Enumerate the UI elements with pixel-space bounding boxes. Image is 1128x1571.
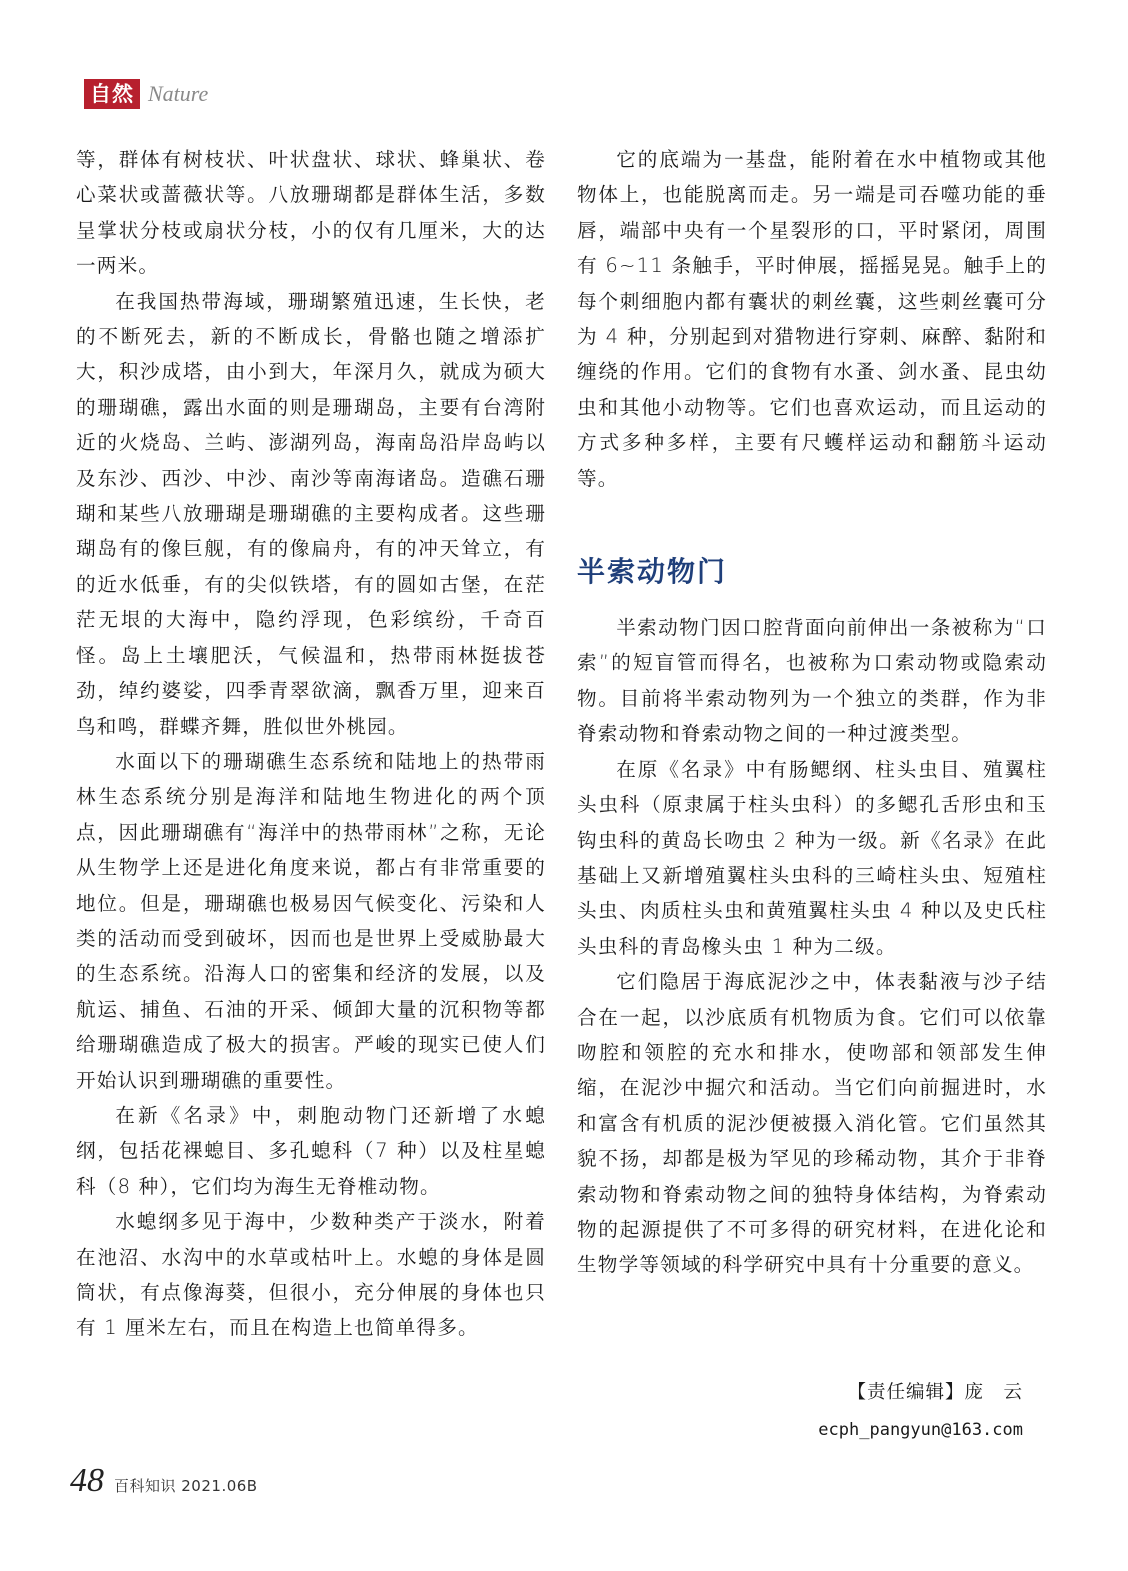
paragraph: 在原《名录》中有肠鳃纲、柱头虫目、殖翼柱头虫科（原隶属于柱头虫科）的多鳃孔舌形虫和玉钩虫科的黄岛长吻虫 2 种为一级。新《名录》在此基础上又新增殖翼柱头虫科的三崎柱头虫、短殖柱头虫、肉质柱头虫和黄殖翼柱头虫 4 种以及史氏柱头虫科的青岛橡头虫 1 种为二级。 bbox=[577, 757, 1047, 958]
right-column bbox=[577, 142, 1047, 1283]
left-column bbox=[76, 142, 546, 1346]
editor-email: ecph_pangyun@163.com bbox=[818, 1420, 1023, 1440]
paragraph: 等，群体有树枝状、叶状盘状、球状、蜂巢状、卷心菜状或蔷薇状等。八放珊瑚都是群体生活，多数呈掌状分枝或扇状分枝，小的仅有几厘米，大的达一两米。 bbox=[76, 148, 546, 278]
section-english-label: Nature bbox=[148, 81, 209, 106]
paragraph: 它们隐居于海底泥沙之中，体表黏液与沙子结合在一起，以沙底质有机物质为食。它们可以依靠吻腔和领腔的充水和排水，使吻部和领部发生伸缩，在泥沙中掘穴和活动。当它们向前掘进时，水和富含有机质的泥沙便被摄入消化管。它们虽然其貌不扬，却都是极为罕见的珍稀动物，其介于非脊索动物和脊索动物之间的独特身体结构，为脊索动物的起源提供了不可多得的研究材料，在进化论和生物学等领域的科学研究中具有十分重要的意义。 bbox=[577, 970, 1047, 1277]
paragraph: 它的底端为一基盘，能附着在水中植物或其他物体上，也能脱离而走。另一端是司吞噬功能的垂唇，端部中央有一个星裂形的口，平时紧闭，周围有 6~11 条触手，平时伸展，摇摇晃晃。触手上的每个刺细胞内都有囊状的刺丝囊，这些刺丝囊可分为 4 种，分别起到对猎物进行穿刺、麻醉、黏附和缠绕的作用。它们的食物有水蚤、剑水蚤、昆虫幼虫和其他小动物等。它们也喜欢运动，而且运动的方式多种多样，主要有尺蠖样运动和翻筋斗运动等。 bbox=[577, 148, 1047, 490]
page-footer bbox=[70, 1462, 258, 1500]
paragraph: 在新《名录》中，刺胞动物门还新增了水螅纲，包括花裸螅目、多孔螅科（7 种）以及柱星螅科（8 种），它们均为海生无脊椎动物。 bbox=[76, 1103, 546, 1198]
paragraph: 半索动物门因口腔背面向前伸出一条被称为“口索”的短盲管而得名，也被称为口索动物或隐索动物。目前将半索动物列为一个独立的类群，作为非脊索动物和脊索动物之间的一种过渡类型。 bbox=[577, 616, 1047, 746]
editor-credit: 【责任编辑】庞 云 bbox=[847, 1382, 1023, 1403]
paragraph: 水面以下的珊瑚礁生态系统和陆地上的热带雨林生态系统分别是海洋和陆地生物进化的两个顶点，因此珊瑚礁有“海洋中的热带雨林”之称，无论从生物学上还是进化角度来说，都占有非常重要的地位。但是，珊瑚礁也极易因气候变化、污染和人类的活动而受到破坏，因而也是世界上受威胁最大的生态系统。沿海人口的密集和经济的发展，以及航运、捕鱼、石油的开采、倾卸大量的沉积物等都给珊瑚礁造成了极大的损害。严峻的现实已使人们开始认识到珊瑚礁的重要性。 bbox=[76, 749, 546, 1092]
publication-info: 百科知识 2021.06B bbox=[114, 1477, 258, 1495]
section-header bbox=[84, 78, 208, 110]
paragraph: 在我国热带海域，珊瑚繁殖迅速，生长快，老的不断死去，新的不断成长，骨骼也随之增添扩大，积沙成塔，由小到大，年深月久，就成为硕大的珊瑚礁，露出水面的则是珊瑚岛，主要有台湾附近的火烧岛、兰屿、澎湖列岛，海南岛沿岸岛屿以及东沙、西沙、中沙、南沙等南海诸岛。造礁石珊瑚和某些八放珊瑚是珊瑚礁的主要构成者。这些珊瑚岛有的像巨舰，有的像扁舟，有的冲天耸立，有的近水低垂，有的尖似铁塔，有的圆如古堡，在茫茫无垠的大海中，隐约浮现，色彩缤纷，千奇百怪。岛上土壤肥沃，气候温和，热带雨林挺拔苍劲，绰约婆娑，四季青翠欲滴，飘香万里，迎来百鸟和鸣，群蝶齐舞，胜似世外桃园。 bbox=[76, 289, 546, 738]
section-heading: 半索动物门 bbox=[577, 555, 728, 589]
section-badge: 自然 bbox=[84, 79, 140, 109]
page-number: 48 bbox=[70, 1462, 104, 1499]
paragraph: 水螅纲多见于海中，少数种类产于淡水，附着在池沼、水沟中的水草或枯叶上。水螅的身体是圆筒状，有点像海葵，但很小，充分伸展的身体也只有 1 厘米左右，而且在构造上也简单得多。 bbox=[76, 1210, 546, 1340]
